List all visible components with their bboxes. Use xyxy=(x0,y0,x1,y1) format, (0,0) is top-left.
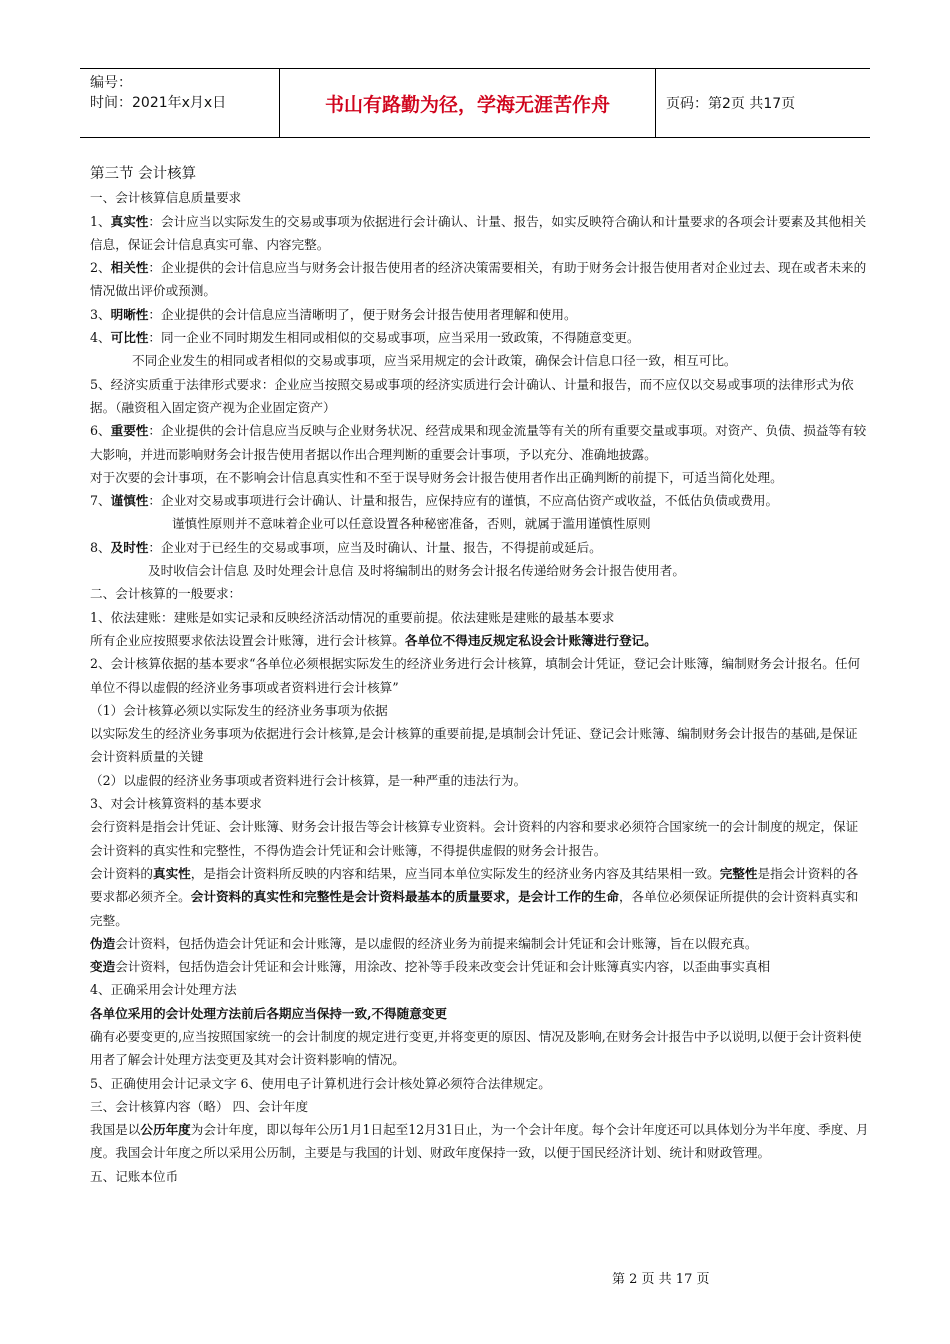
heading-general-requirements: 二、会计核算的一般要求： xyxy=(90,586,242,602)
paragraph-materiality-detail: 对于次要的会计事项，在不影响会计信息真实性和不至于误导财务会计报告使用者作出正确判断的前提下，可适当简化处理。 xyxy=(90,469,783,485)
paragraph-timeliness-detail: 及时收信会计信息 及时处理会计息信 及时将编制出的财务会计报名传递给财务会计报告使用者。 xyxy=(148,563,685,579)
paragraph-bookkeeping: 1、依法建账：建账是如实记录和反映经济活动情况的重要前提。依法建账是建账的最基本要求 xyxy=(90,609,615,625)
paragraph-basis-2: （2）以虚假的经济业务事项或者资料进行会计核算，是一种严重的违法行为。 xyxy=(90,772,527,788)
paragraph-clarity: 3、明晰性：企业提供的会计信息应当清晰明了，便于财务会计报告使用者理解和使用。 xyxy=(90,306,577,322)
heading-currency: 五、记账本位币 xyxy=(90,1168,179,1184)
paragraph-timeliness: 8、及时性：企业对于已经生的交易或事项，应当及时确认、计量、报告，不得提前或延后。 xyxy=(90,539,602,555)
paragraph-basis-1: （1）会计核算必须以实际发生的经济业务事项为依据 xyxy=(90,702,388,718)
document-number-label: 编号： xyxy=(90,75,132,91)
heading-content-and-year: 三、会计核算内容（略） 四、会计年度 xyxy=(90,1098,309,1114)
paragraph-forgery: 伪造会计资料，包括伪造会计凭证和会计账簿，是以虚假的经济业务为前提来编制会计凭证和会计账簿，旨在以假充真。 xyxy=(90,935,758,951)
page-footer: 第 2 页 共 17 页 xyxy=(612,1272,710,1287)
paragraph-comparability: 4、可比性：同一企业不同时期发生相同或相似的交易或事项，应当采用一致政策，不得随意变更。 xyxy=(90,330,640,346)
paragraph-truthfulness: 1、真实性：会计应当以实际发生的交易或事项为依据进行会计确认、计量、报告，如实反映符合确认和计量要求的各项会计要素及其他相关信息，保证会计信息真实可靠、内容完整。 xyxy=(90,213,867,252)
paragraph-materials-definition: 会行资料是指会计凭证、会计账簿、财务会计报告等会计核算专业资料。会计资料的内容和要求必须符合国家统一的会计制度的规定，保证会计资料的真实性和完整性，不得伪造会计凭证和会计账簿，不得提供虚假的财务会计报告。 xyxy=(90,819,859,858)
paragraph-basis-1-detail: 以实际发生的经济业务事项为依据进行会计核算,是会计核算的重要前提,是填制会计凭证、登记会计账簿、编制财务会计报告的基础,是保证会计资料质量的关键 xyxy=(90,726,858,765)
paragraph-prudence-detail: 谨慎性原则并不意味着企业可以任意设置各种秘密准备，否则，就属于滥用谨慎性原则 xyxy=(172,516,651,532)
paragraph-authenticity-completeness: 会计资料的真实性，是指会计资料所反映的内容和结果，应当同本单位实际发生的经济业务内容及其结果相一致。完整性是指会计资料的各要求都必须齐全。会计资料的真实性和完整性是会计资料最基本的质量要求，是会计工作的生命，各单位必须保证所提供的会计资料真实和完整。 xyxy=(90,865,859,928)
header-meta xyxy=(80,69,280,137)
heading-materials-requirements: 3、对会计核算资料的基本要求 xyxy=(90,796,262,812)
document-time-label: 时间：2021年x月x日 xyxy=(90,95,227,111)
paragraph-materiality: 6、重要性：企业提供的会计信息应当反映与企业财务状况、经营成果和现金流量等有关的所有重要交量或事项。对资产、负债、损益等有较大影响，并进而影响财务会计报告使用者据以作出合理判断的重要会计事项，予以充分、准确地披露。 xyxy=(90,423,867,462)
paragraph-relevance: 2、相关性：企业提供的会计信息应当与财务会计报告使用者的经济决策需要相关，有助于财务会计报告使用者对企业过去、现在或者未来的情况做出评价或预测。 xyxy=(90,260,867,299)
heading-accounting-methods: 4、正确采用会计处理方法 xyxy=(90,982,237,998)
paragraph-records-text: 5、正确使用会计记录文字 6、使用电子计算机进行会计核处算必须符合法律规定。 xyxy=(90,1075,551,1091)
paragraph-alteration: 变造会计资料，包括伪造会计凭证和会计账簿，用涂改、挖补等手段来改变会计凭证和会计账簿真实内容，以歪曲事实真相 xyxy=(90,959,771,975)
paragraph-fiscal-year: 我国是以公历年度为会计年度，即以每年公历1月1日起至12月31日止，为一个会计年度。每个会计年度还可以具体划分为半年度、季度、月度。我国会计年度之所以采用公历制，主要是与我国的计划、财政年度保持一致，以便于国民经济计划、统计和财政管理。 xyxy=(90,1122,869,1161)
paragraph-prudence: 7、谨慎性：企业对交易或事项进行会计确认、计量和报告，应保持应有的谨慎，不应高估资产或收益，不低估负债或费用。 xyxy=(90,493,779,509)
heading-quality-requirements: 一、会计核算信息质量要求 xyxy=(90,190,242,206)
page-header xyxy=(80,68,870,138)
paragraph-bookkeeping-detail: 所有企业应按照要求依法设置会计账簿，进行会计核算。各单位不得违反规定私设会计账簿进行登记。 xyxy=(90,632,657,648)
document-body xyxy=(90,163,870,1188)
header-motto: 书山有路勤为径，学海无涯苦作舟 xyxy=(280,69,656,137)
paragraph-substance-over-form: 5、经济实质重于法律形式要求：企业应当按照交易或事项的经济实质进行会计确认、计量和报告，而不应仅以交易或事项的法律形式为依据。（融资租入固定资产视为企业固定资产） xyxy=(90,376,854,415)
section-title: 第三节 会计核算 xyxy=(90,166,197,182)
paragraph-methods-consistency: 各单位采用的会计处理方法前后各期应当保持一致,不得随意变更 xyxy=(90,1005,448,1021)
header-page-label: 页码：第2页 共17页 xyxy=(666,96,796,112)
paragraph-methods-change: 确有必要变更的,应当按照国家统一的会计制度的规定进行变更,并将变更的原因、情况及影响,在财务会计报告中予以说明,以便于会计资料使用者了解会计处理方法变更及其对会计资料影响的情况。 xyxy=(90,1028,862,1068)
paragraph-comparability-detail: 不同企业发生的相同或者相似的交易或事项，应当采用规定的会计政策，确保会计信息口径一致，相互可比。 xyxy=(132,353,737,369)
paragraph-basis-requirements: 2、会计核算依据的基本要求“各单位必须根据实际发生的经济业务进行会计核算，填制会计凭证，登记会计账簿，编制财务会计报名。任何单位不得以虚假的经济业务事项或者资料进行会计核算” xyxy=(90,656,861,695)
